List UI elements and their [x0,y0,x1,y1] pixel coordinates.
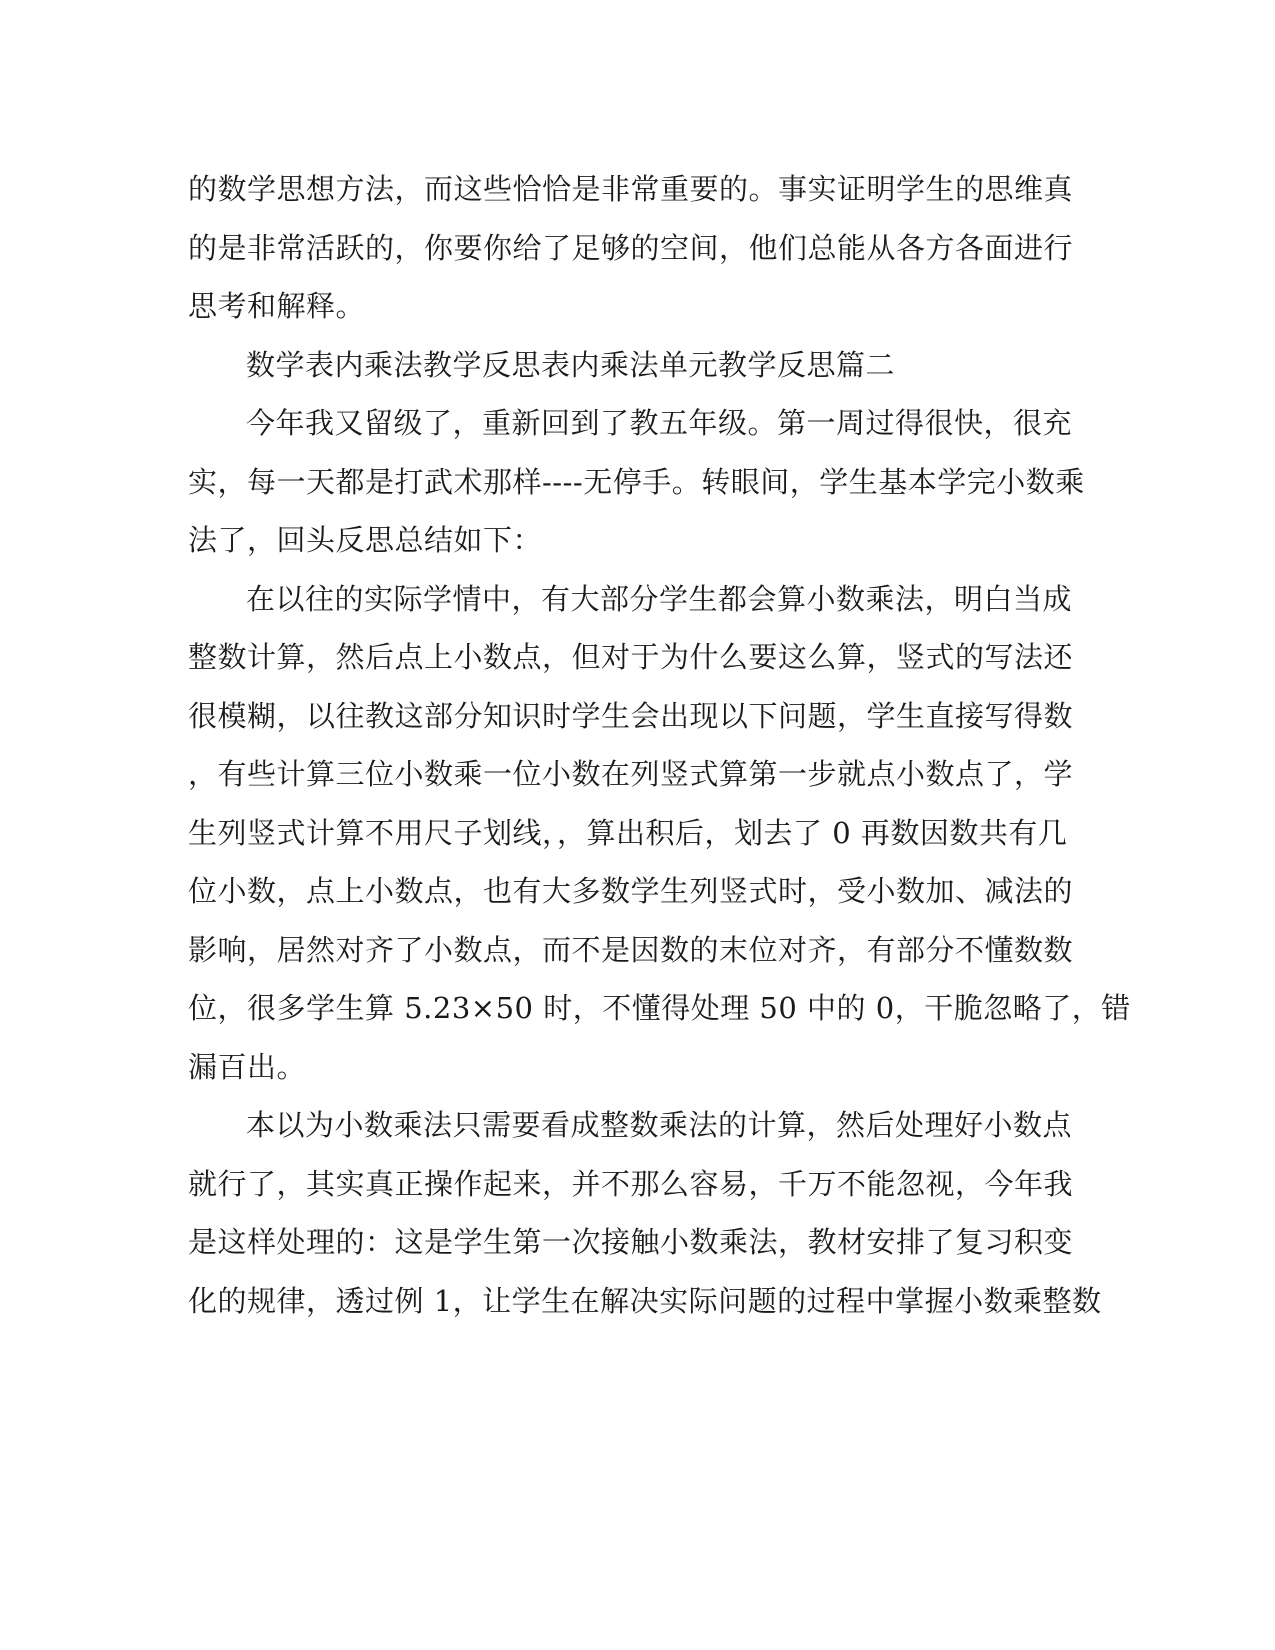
text-line: 的数学思想方法，而这些恰恰是非常重要的。事实证明学生的思维真 [188,172,1074,206]
text-line: 漏百出。 [188,1049,307,1084]
text-line: 化的规律，透过例 1，让学生在解决实际问题的过程中掌握小数乘整数 [188,1283,1102,1318]
paragraph [188,1096,1102,1330]
text-line: 整数计算，然后点上小数点，但对于为什么要这么算，竖式的写法还 [188,640,1074,674]
text-line: ，有些计算三位小数乘一位小数在列竖式算第一步就点小数点了，学 [188,757,1074,791]
text-line: 今年我又留级了，重新回到了教五年级。第一周过得很快，很充 [246,406,1073,440]
text-line: 思考和解释。 [188,289,366,323]
document-body [188,160,1131,1330]
text-line: 很模糊，以往教这部分知识时学生会出现以下问题，学生直接写得数 [188,698,1074,733]
text-line: 是这样处理的：这是学生第一次接触小数乘法，教材安排了复习积变 [188,1225,1074,1259]
heading-text: 数学表内乘法教学反思表内乘法单元教学反思篇二 [246,347,896,382]
text-line: 在以往的实际学情中，有大部分学生都会算小数乘法，明白当成 [246,581,1073,616]
text-line: 影响，居然对齐了小数点，而不是因数的末位对齐，有部分不懂数数 [188,932,1074,967]
paragraph [188,394,1085,570]
paragraph [188,570,1131,1097]
text-line: 的是非常活跃的，你要你给了足够的空间，他们总能从各方各面进行 [188,230,1074,265]
section-heading [188,336,1078,395]
text-line: 位小数，点上小数点，也有大多数学生列竖式时，受小数加、减法的 [188,874,1074,908]
text-line: 本以为小数乘法只需要看成整数乘法的计算，然后处理好小数点 [246,1108,1073,1142]
text-line: 法了，回头反思总结如下： [188,523,543,557]
text-line: 就行了，其实真正操作起来，并不那么容易，千万不能忽视，今年我 [188,1166,1074,1201]
text-line: 实，每一天都是打武术那样----无停手。转眼间，学生基本学完小数乘 [188,464,1085,499]
text-line: 生列竖式计算不用尺子划线，，算出积后，划去了 0 再数因数共有几 [188,815,1068,850]
paragraph-continuation [188,160,1078,336]
text-line: 位，很多学生算 5.23×50 时，不懂得处理 50 中的 0，干脆忽略了，错 [188,991,1131,1025]
